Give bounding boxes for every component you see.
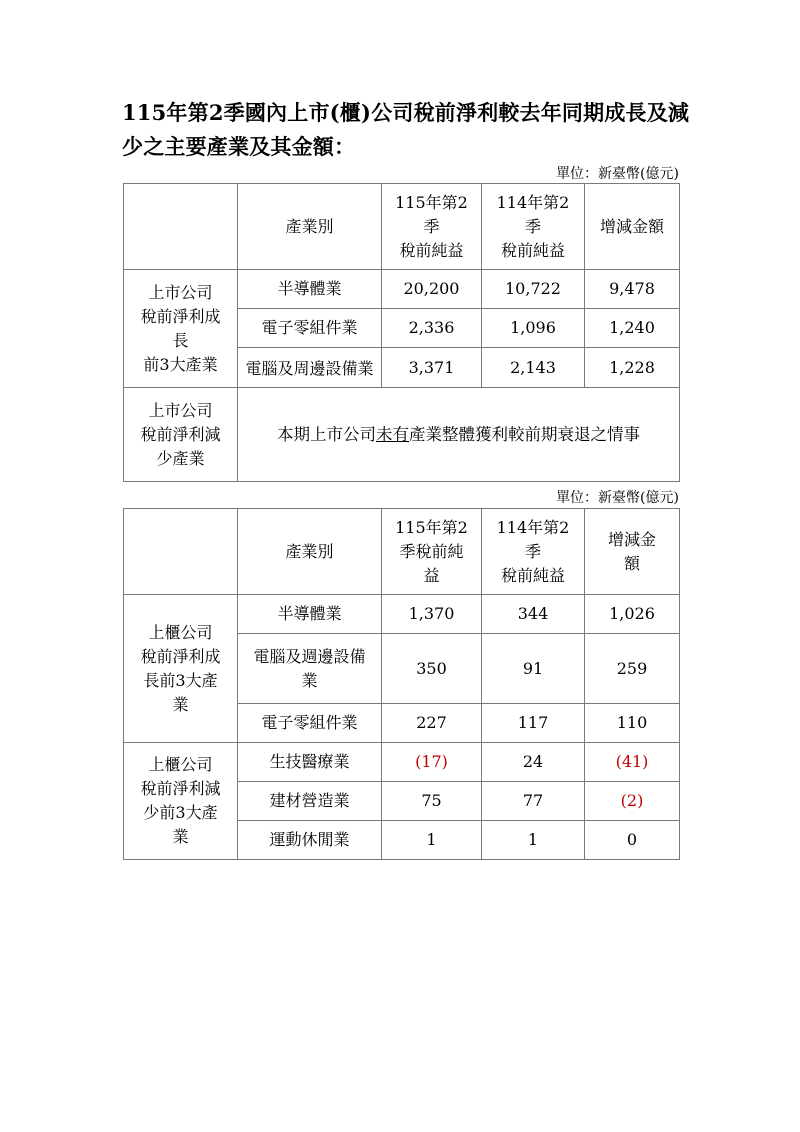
header-line: 季 [524,541,541,561]
listed-companies-table [123,183,680,482]
page-title: 115年第2季國內上市(櫃)公司稅前淨利較去年同期成長及減少之主要產業及其金額： [122,100,690,159]
industry-cell: 生技醫療業 [238,743,382,782]
decline-group-label [124,388,238,482]
note-text: 產業整體獲利較前期衰退之情事 [409,424,640,444]
header-current-period [382,184,482,270]
group-line: 上櫃公司 [148,755,213,774]
change-value: 1,240 [585,309,680,348]
group-line: 上市公司 [148,282,213,302]
growth-group-label [124,595,238,743]
group-line: 上市公司 [148,400,213,420]
unit-label: 單位：新臺幣(億元) [556,490,679,506]
industry-cell: 半導體業 [238,595,382,634]
previous-value: 91 [482,634,585,704]
header-line: 114年第2 [496,517,570,537]
industry-line: 業 [301,670,318,690]
header-line: 增減金 [607,529,656,549]
group-line: 稅前淨利減 [140,424,221,444]
current-value: 3,371 [382,348,482,388]
group-line: 業 [172,694,189,714]
previous-value: 1 [482,821,585,860]
header-row [124,509,680,595]
industry-cell: 半導體業 [238,270,382,309]
previous-value: 77 [482,782,585,821]
industry-cell: 電子零組件業 [238,309,382,348]
decline-note [238,388,680,482]
table-row [124,388,680,482]
previous-value: 344 [482,595,585,634]
note-emphasis: 未有 [376,424,409,444]
table-row [124,270,680,309]
header-blank-cell [124,184,238,270]
header-line: 季 [423,216,440,236]
group-line: 長 [172,330,189,350]
industry-cell: 電子零組件業 [238,704,382,743]
current-value: 20,200 [382,270,482,309]
header-line: 益 [423,565,440,585]
group-line: 稅前淨利減 [140,779,221,798]
change-value: 0 [585,821,680,860]
header-row [124,184,680,270]
current-value: 350 [382,634,482,704]
header-change: 增減金額 [585,184,680,270]
group-line: 少前3大產 [143,803,218,822]
group-line: 稅前淨利成 [140,646,221,666]
decline-group-label [124,743,238,860]
header-industry: 產業別 [238,184,382,270]
growth-group-label [124,270,238,388]
header-previous-period [482,509,585,595]
header-line: 季 [524,216,541,236]
table-row [124,595,680,634]
header-line: 額 [623,553,640,573]
table-row [124,743,680,782]
industry-text: 電腦及周邊設備業 [245,358,374,378]
header-industry: 產業別 [238,509,382,595]
previous-value: 1,096 [482,309,585,348]
change-value: 9,478 [585,270,680,309]
header-line: 稅前純益 [500,240,565,260]
header-line: 季稅前純 [399,541,464,561]
change-value: (41) [585,743,680,782]
otc-companies-table [123,508,680,860]
industry-cell [238,634,382,704]
group-line: 稅前淨利成 [140,306,221,326]
header-line: 115年第2 [395,517,468,537]
current-value: 1,370 [382,595,482,634]
header-blank-cell [124,509,238,595]
group-line: 業 [172,827,189,846]
group-line: 上櫃公司 [148,622,213,642]
unit-label: 單位：新臺幣(億元) [556,166,679,182]
header-previous-period [482,184,585,270]
header-line: 稅前純益 [399,240,464,260]
header-line: 稅前純益 [500,565,565,585]
header-current-period [382,509,482,595]
change-value: 110 [585,704,680,743]
header-change [585,509,680,595]
industry-cell: 建材營造業 [238,782,382,821]
note-text: 本期上市公司 [277,424,376,444]
current-value: 1 [382,821,482,860]
group-line: 長前3大產 [143,670,218,690]
group-line: 少產業 [156,448,205,468]
change-value: 1,026 [585,595,680,634]
industry-line: 電腦及週邊設備 [253,646,366,666]
industry-cell [238,348,382,388]
industry-cell: 運動休閒業 [238,821,382,860]
previous-value: 24 [482,743,585,782]
change-value: 1,228 [585,348,680,388]
header-line: 115年第2 [395,192,468,212]
previous-value: 117 [482,704,585,743]
current-value: (17) [382,743,482,782]
change-value: (2) [585,782,680,821]
header-line: 114年第2 [496,192,570,212]
previous-value: 10,722 [482,270,585,309]
previous-value: 2,143 [482,348,585,388]
current-value: 2,336 [382,309,482,348]
change-value: 259 [585,634,680,704]
current-value: 227 [382,704,482,743]
current-value: 75 [382,782,482,821]
group-line: 前3大產業 [143,354,218,374]
